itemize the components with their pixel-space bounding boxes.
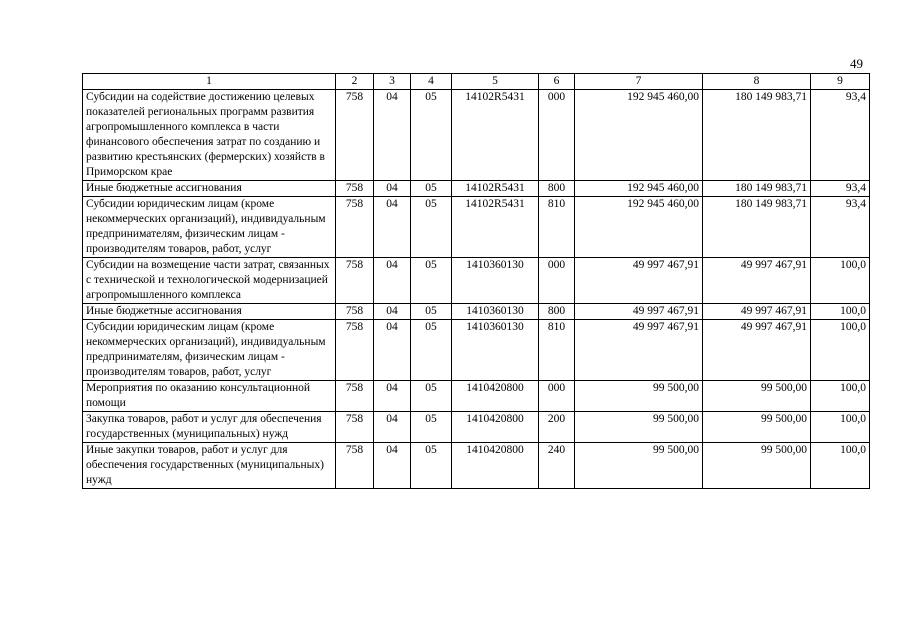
execution-percent-cell: 100,0 xyxy=(811,443,870,489)
expense-type-cell: 800 xyxy=(539,304,575,320)
planned-amount-cell: 49 997 467,91 xyxy=(575,320,703,381)
subsection-cell: 05 xyxy=(411,181,452,197)
column-header-1: 1 xyxy=(83,74,336,90)
target-article-cell: 14102R5431 xyxy=(452,197,539,258)
target-article-cell: 1410360130 xyxy=(452,258,539,304)
ministry-code-cell: 758 xyxy=(336,197,374,258)
execution-percent-cell: 100,0 xyxy=(811,381,870,412)
table-row xyxy=(83,258,870,304)
planned-amount-cell: 99 500,00 xyxy=(575,412,703,443)
section-cell: 04 xyxy=(374,258,411,304)
target-article-cell: 1410420800 xyxy=(452,443,539,489)
subsection-cell: 05 xyxy=(411,320,452,381)
executed-amount-cell: 49 997 467,91 xyxy=(703,320,811,381)
expense-type-cell: 000 xyxy=(539,90,575,181)
executed-amount-cell: 180 149 983,71 xyxy=(703,90,811,181)
column-header-5: 5 xyxy=(452,74,539,90)
executed-amount-cell: 99 500,00 xyxy=(703,443,811,489)
item-name-cell: Иные бюджетные ассигнования xyxy=(83,304,336,320)
item-name-cell: Субсидии на содействие достижению целевых показателей региональных программ развития агропромышленного комплекса в части финансового обеспечения затрат по созданию и развитию крестьянских (фермерских) хозяйств в Приморском крае xyxy=(83,90,336,181)
executed-amount-cell: 49 997 467,91 xyxy=(703,304,811,320)
table-header xyxy=(83,74,870,90)
planned-amount-cell: 192 945 460,00 xyxy=(575,181,703,197)
execution-percent-cell: 93,4 xyxy=(811,197,870,258)
subsection-cell: 05 xyxy=(411,381,452,412)
ministry-code-cell: 758 xyxy=(336,412,374,443)
table-row xyxy=(83,412,870,443)
item-name-cell: Субсидии юридическим лицам (кроме некоммерческих организаций), индивидуальным предпринимателям, физическим лицам - производителям товаров, работ, услуг xyxy=(83,197,336,258)
planned-amount-cell: 49 997 467,91 xyxy=(575,258,703,304)
table-row xyxy=(83,181,870,197)
ministry-code-cell: 758 xyxy=(336,304,374,320)
target-article-cell: 1410360130 xyxy=(452,304,539,320)
item-name-cell: Иные бюджетные ассигнования xyxy=(83,181,336,197)
budget-table xyxy=(82,73,870,489)
target-article-cell: 1410360130 xyxy=(452,320,539,381)
table-body xyxy=(83,90,870,489)
executed-amount-cell: 180 149 983,71 xyxy=(703,181,811,197)
planned-amount-cell: 192 945 460,00 xyxy=(575,90,703,181)
execution-percent-cell: 100,0 xyxy=(811,304,870,320)
section-cell: 04 xyxy=(374,304,411,320)
column-header-8: 8 xyxy=(703,74,811,90)
table-row xyxy=(83,197,870,258)
column-header-7: 7 xyxy=(575,74,703,90)
subsection-cell: 05 xyxy=(411,304,452,320)
table-row xyxy=(83,381,870,412)
ministry-code-cell: 758 xyxy=(336,90,374,181)
section-cell: 04 xyxy=(374,181,411,197)
section-cell: 04 xyxy=(374,197,411,258)
target-article-cell: 1410420800 xyxy=(452,381,539,412)
expense-type-cell: 200 xyxy=(539,412,575,443)
ministry-code-cell: 758 xyxy=(336,181,374,197)
planned-amount-cell: 49 997 467,91 xyxy=(575,304,703,320)
target-article-cell: 1410420800 xyxy=(452,412,539,443)
planned-amount-cell: 192 945 460,00 xyxy=(575,197,703,258)
section-cell: 04 xyxy=(374,381,411,412)
item-name-cell: Иные закупки товаров, работ и услуг для обеспечения государственных (муниципальных) нужд xyxy=(83,443,336,489)
planned-amount-cell: 99 500,00 xyxy=(575,443,703,489)
planned-amount-cell: 99 500,00 xyxy=(575,381,703,412)
execution-percent-cell: 100,0 xyxy=(811,258,870,304)
column-header-2: 2 xyxy=(336,74,374,90)
item-name-cell: Субсидии юридическим лицам (кроме некоммерческих организаций), индивидуальным предпринимателям, физическим лицам - производителям товаров, работ, услуг xyxy=(83,320,336,381)
item-name-cell: Закупка товаров, работ и услуг для обеспечения государственных (муниципальных) нужд xyxy=(83,412,336,443)
target-article-cell: 14102R5431 xyxy=(452,181,539,197)
expense-type-cell: 000 xyxy=(539,258,575,304)
executed-amount-cell: 99 500,00 xyxy=(703,381,811,412)
section-cell: 04 xyxy=(374,90,411,181)
subsection-cell: 05 xyxy=(411,412,452,443)
expense-type-cell: 800 xyxy=(539,181,575,197)
executed-amount-cell: 180 149 983,71 xyxy=(703,197,811,258)
section-cell: 04 xyxy=(374,412,411,443)
ministry-code-cell: 758 xyxy=(336,320,374,381)
subsection-cell: 05 xyxy=(411,258,452,304)
column-header-4: 4 xyxy=(411,74,452,90)
execution-percent-cell: 100,0 xyxy=(811,412,870,443)
column-header-3: 3 xyxy=(374,74,411,90)
executed-amount-cell: 49 997 467,91 xyxy=(703,258,811,304)
item-name-cell: Мероприятия по оказанию консультационной помощи xyxy=(83,381,336,412)
execution-percent-cell: 93,4 xyxy=(811,90,870,181)
page-number: 49 xyxy=(850,56,863,71)
executed-amount-cell: 99 500,00 xyxy=(703,412,811,443)
column-header-6: 6 xyxy=(539,74,575,90)
subsection-cell: 05 xyxy=(411,197,452,258)
table-row xyxy=(83,443,870,489)
ministry-code-cell: 758 xyxy=(336,381,374,412)
header-row xyxy=(83,74,870,90)
subsection-cell: 05 xyxy=(411,443,452,489)
ministry-code-cell: 758 xyxy=(336,258,374,304)
ministry-code-cell: 758 xyxy=(336,443,374,489)
expense-type-cell: 810 xyxy=(539,197,575,258)
target-article-cell: 14102R5431 xyxy=(452,90,539,181)
table-row xyxy=(83,304,870,320)
subsection-cell: 05 xyxy=(411,90,452,181)
expense-type-cell: 000 xyxy=(539,381,575,412)
table-row xyxy=(83,320,870,381)
execution-percent-cell: 100,0 xyxy=(811,320,870,381)
item-name-cell: Субсидии на возмещение части затрат, связанных с технической и технологической модернизацией агропромышленного комплекса xyxy=(83,258,336,304)
execution-percent-cell: 93,4 xyxy=(811,181,870,197)
section-cell: 04 xyxy=(374,443,411,489)
section-cell: 04 xyxy=(374,320,411,381)
table-row xyxy=(83,90,870,181)
expense-type-cell: 240 xyxy=(539,443,575,489)
column-header-9: 9 xyxy=(811,74,870,90)
expense-type-cell: 810 xyxy=(539,320,575,381)
